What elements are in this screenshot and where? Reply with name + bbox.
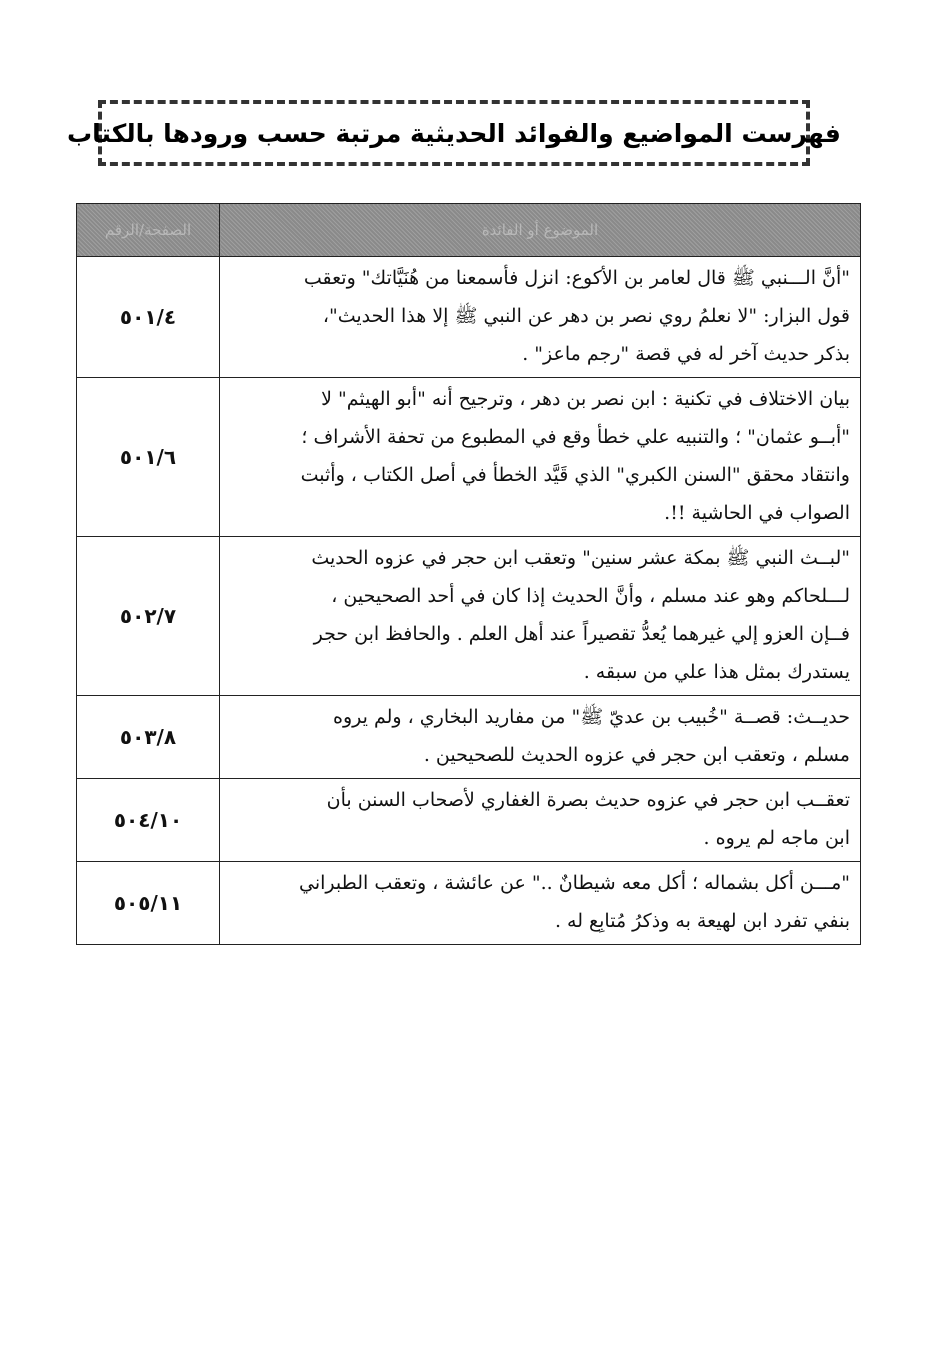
subject-cell: "لبــث النبي ﷺ بمكة عشر سنين" وتعقب ابن حجر في عزوه الحديث لـــلحاكم وهو عند مسلم ، وأنَّ الحديث إذا كان في أحد الصحيحين ، فــإن العزو إلي غيرهما يُعدُّ تقصيراً عند أهل العلم . والحافظ ابن حجر يستدرك بمثل هذا علي من سبقه . — [220, 537, 861, 696]
subject-column-header: الموضوع أو الفائدة — [220, 204, 861, 257]
subject-cell: "مـــن أكل بشماله ؛ أكل معه شيطانٌ .." عن عائشة ، وتعقب الطبراني بنفي تفرد ابن لهيعة به وذكرُ مُتابِع له . — [220, 862, 861, 945]
table-row — [77, 862, 861, 945]
page-reference-cell: ٥٠٢/٧ — [77, 537, 220, 696]
table-row — [77, 696, 861, 779]
subject-cell: حديــث: قصــة "خُبيب بن عديّ ﷺ" من مفاريد البخاري ، ولم يروه مسلم ، وتعقب ابن حجر في عزوه الحديث للصحيحين . — [220, 696, 861, 779]
table-header-row — [77, 204, 861, 257]
page-reference-cell: ٥٠١/٤ — [77, 257, 220, 378]
index-table — [76, 203, 861, 945]
table-row — [77, 378, 861, 537]
page-reference-cell: ٥٠٤/١٠ — [77, 779, 220, 862]
page-reference-cell: ٥٠١/٦ — [77, 378, 220, 537]
table-row — [77, 257, 861, 378]
page-column-header: الصفحة/الرقم — [77, 204, 220, 257]
page-reference-cell: ٥٠٥/١١ — [77, 862, 220, 945]
subject-cell: "أنَّ الـــنبي ﷺ قال لعامر بن الأكوع: انزل فأسمعنا من هُنَيَّاتك" وتعقب قول البزار: "لا نعلمُ روي نصر بن دهر عن النبي ﷺ إلا هذا الحديث"، بذكر حديث آخر له في قصة "رجم ماعز" . — [220, 257, 861, 378]
table-row — [77, 537, 861, 696]
subject-cell: بيان الاختلاف في تكنية : ابن نصر بن دهر ، وترجيح أنه "أبو الهيثم" لا "أبــو عثمان" ؛ والتنبيه علي خطأ وقع في المطبوع من تحفة الأشراف ؛ وانتقاد محقق "السنن الكبري" الذي قَيَّد الخطأ في أصل الكتاب ، وأثبت الصواب في الحاشية !!. — [220, 378, 861, 537]
table-row — [77, 779, 861, 862]
page-title-frame — [67, 100, 841, 166]
subject-cell: تعقــب ابن حجر في عزوه حديث بصرة الغفاري لأصحاب السنن بأن ابن ماجه لم يروه . — [220, 779, 861, 862]
page-reference-cell: ٥٠٣/٨ — [77, 696, 220, 779]
page-title: فهرست المواضيع والفوائد الحديثية مرتبة حسب ورودها بالكتاب — [67, 118, 841, 148]
